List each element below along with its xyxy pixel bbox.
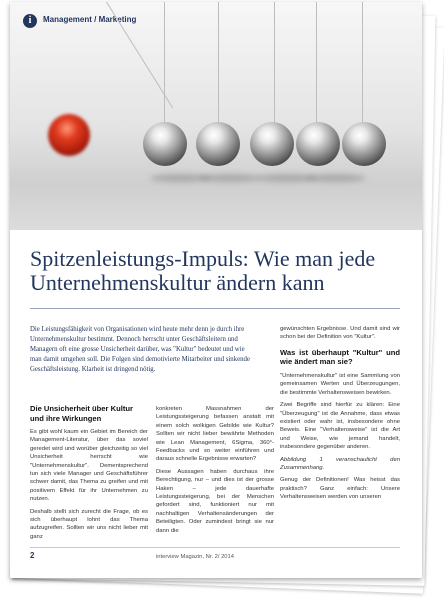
column-2 xyxy=(156,405,274,539)
silver-ball xyxy=(143,122,187,166)
silver-ball xyxy=(196,122,240,166)
silver-ball xyxy=(250,122,294,166)
pendulum-string xyxy=(274,2,275,122)
footer-divider xyxy=(30,547,400,548)
silver-ball xyxy=(296,122,340,166)
red-ball xyxy=(48,114,90,156)
info-logo-icon: i xyxy=(23,14,37,28)
magazine-page xyxy=(10,2,422,578)
silver-ball xyxy=(342,122,386,166)
paragraph: Es gibt wohl kaum ein Gebiet im Bereich der Management-Literatur, über das soviel geredet wird und worüber gleichzeitig so viel Unsicherheit herrscht wie "Unternehmenskultur". Dementsprechend tun sich viele Manager und Geschäftsführer schwer damit, das Thema zu greifen und mit positivem Effekt für ihr Unternehmen zu nutzen. xyxy=(30,429,148,503)
col1-heading: Die Unsicherheit über Kultur und ihre Wirkungen xyxy=(30,404,133,423)
hero-image-newtons-cradle xyxy=(10,2,422,230)
category-label: Management / Marketing xyxy=(43,15,137,24)
pendulum-string xyxy=(362,2,363,122)
page-number: 2 xyxy=(30,551,35,560)
paragraph: "Unternehmenskultur" ist eine Sammlung von gemeinsamen Werten und Überzeugungen, die bestimmte Verhaltensweisen bewirken. xyxy=(280,373,400,396)
pendulum-string xyxy=(218,2,219,122)
figure-reference: Abbildung 1 veranschaulicht den Zusammenhang. xyxy=(280,456,400,472)
magazine-info: interview Magazin, Nr. 2/ 2014 xyxy=(156,554,234,560)
ball-shadow xyxy=(200,174,260,182)
paragraph: gewünschten Ergebnisse. Und damit sind wir schon bei der Definition von "Kultur". xyxy=(280,326,400,341)
col3-heading: Was ist überhaupt "Kultur" und wie ändert man sie? xyxy=(280,347,400,367)
column-1 xyxy=(30,428,148,545)
paragraph: Zwei Begriffe sind hierfür zu klären: Eine "Überzeugung" ist die Annahme, dass etwas existiert oder wahr ist, insbesondere ohne Beweis. Eine "Verhaltensweise" ist die Art und Weise, wie jemand handelt, insbesondere gegenüber anderen. xyxy=(280,402,400,451)
pendulum-string xyxy=(316,2,317,122)
title-divider xyxy=(30,308,400,309)
pendulum-string xyxy=(164,2,165,122)
article-lead: Die Leistungsfähigkeit von Organisationen wird heute mehr denn je durch ihre Unternehmenskultur bestimmt. Dennoch herrscht unter Geschäftsleitern und Managern oft eine grosse Unsicherheit darüber, was "Kultur" bedeutet und wie man damit umgehen soll. Die Folgen sind demotivierte Mitarbeiter und sinkende Geschäftsleistung. Klarheit ist dringend nötig. xyxy=(30,326,250,373)
paragraph: Diese Aussagen haben durchaus ihre Berechtigung, nur – und dies ist der grosse Haken – jede dauerhafte Leistungssteigerung, bei der Menschen gefordert sind, funktioniert nur mit nachhaltigen Verhaltensänderungen der Beteiligten. Oder zumindest bringt sie nur dann die xyxy=(156,468,274,534)
article-title: Spitzenleistungs-Impuls: Wie man jede Unternehmenskultur ändern kann xyxy=(30,246,376,295)
paragraph: Genug der Definitionen! Was heisst das praktisch? Ganz einfach: Unsere Verhaltensweisen werden von unseren xyxy=(280,477,400,501)
ball-shadow xyxy=(306,174,366,182)
paragraph: Deshalb stellt sich zurecht die Frage, ob es sich überhaupt lohnt das Thema aufzugreifen. Sollten wir uns nicht lieber mit ganz xyxy=(30,508,148,540)
column-3 xyxy=(280,325,400,506)
paragraph: konkreten Massnahmen der Leistungssteigerung befassen anstatt mit einem solch wolkigen Gebilde wie Kultur? Sollten wir nicht lieber bewährte Methoden wie Lean Management, 6Sigma, 360°-Feedbacks und so weiter einführen und daraus schnelle Ergebnisse erwarten? xyxy=(156,406,274,463)
